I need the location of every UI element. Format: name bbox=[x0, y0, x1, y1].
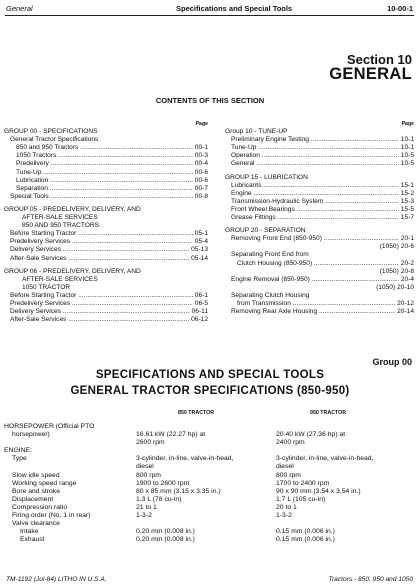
toc-entry-page: 20-8 bbox=[400, 267, 414, 275]
toc-entry-page: 05-13 bbox=[191, 246, 208, 254]
toc-entry-label: Tune-Up ..... bbox=[16, 169, 193, 177]
toc-entry-label: Predelivery ..... bbox=[16, 160, 193, 168]
spec-value-950 bbox=[276, 423, 416, 431]
spec-row bbox=[4, 455, 416, 463]
toc-entry bbox=[4, 238, 208, 246]
toc-entry-page: 10-1 bbox=[400, 136, 414, 144]
toc-entry bbox=[4, 177, 208, 185]
toc-entry bbox=[225, 243, 414, 251]
toc-entry-label: Delivery Services ..... bbox=[10, 308, 190, 316]
toc-entry bbox=[225, 152, 414, 160]
footer-left: TM-1192 (Jul-84) LITHO IN U.S.A. bbox=[6, 576, 107, 583]
spec-value-850: 800 rpm bbox=[136, 471, 161, 479]
footer-right: Tractors - 850, 950 and 1050 bbox=[328, 576, 413, 583]
toc-entry bbox=[225, 198, 414, 206]
toc-entry-page: 20-14 bbox=[397, 308, 414, 316]
toc-group-heading: 850 AND 950 TRACTORS bbox=[22, 222, 100, 230]
main-heading: SPECIFICATIONS AND SPECIAL TOOLS bbox=[95, 369, 325, 381]
toc-entry-page: 00-3 bbox=[194, 152, 208, 160]
toc-entry-label: Lubricants ..... bbox=[231, 182, 399, 190]
toc-entry bbox=[4, 300, 208, 308]
spec-label: Valve clearance bbox=[12, 520, 60, 528]
toc-entry-label: Operation ..... bbox=[231, 152, 399, 160]
sub-heading: GENERAL TRACTOR SPECIFICATIONS (850-950) bbox=[70, 385, 350, 397]
spec-row bbox=[4, 472, 416, 480]
toc-entry-page: 05-14 bbox=[191, 254, 208, 262]
spec-label: Firing order (No. 1 in rear) bbox=[12, 512, 91, 520]
spec-label bbox=[4, 439, 136, 447]
toc-entry bbox=[225, 136, 414, 144]
spec-value-850: 1900 to 2600 rpm bbox=[136, 479, 190, 487]
spec-value-950: 20 to 1 bbox=[276, 503, 297, 511]
column-header-850: 850 TRACTOR bbox=[178, 410, 215, 416]
toc-entry bbox=[225, 190, 414, 198]
toc-group-heading: GROUP 15 - LUBRICATION bbox=[225, 173, 308, 181]
toc-entry bbox=[225, 144, 414, 152]
spec-label: ENGINE: bbox=[4, 447, 32, 455]
toc-entry bbox=[225, 284, 414, 292]
toc-entry-label: Engine ..... bbox=[231, 190, 399, 198]
toc-entry-label: Transmission-Hydraulic System ..... bbox=[231, 198, 399, 206]
spec-row bbox=[4, 512, 416, 520]
toc-entry bbox=[225, 260, 414, 268]
toc-entry-label: Grease Fittings ..... bbox=[231, 214, 399, 222]
toc-entry bbox=[4, 144, 208, 152]
spec-label: Bore and stroke bbox=[12, 487, 60, 495]
toc-entry-page: 10-1 bbox=[400, 144, 414, 152]
toc-entry-page: 10-5 bbox=[400, 152, 414, 160]
toc-entry-page: 00-6 bbox=[194, 176, 208, 184]
spec-value-950: 800 rpm bbox=[276, 471, 301, 479]
toc-entry-label: Front Wheel Bearings ..... bbox=[231, 206, 399, 214]
spec-label: Intake bbox=[20, 528, 39, 536]
toc-entry-label: Delivery Services ..... bbox=[10, 246, 189, 254]
toc-group-heading: 1050 TRACTOR bbox=[22, 283, 71, 291]
spec-value-850 bbox=[136, 447, 276, 455]
section-number: Section 10 bbox=[346, 52, 412, 67]
toc-entry-page: 15-7 bbox=[400, 214, 414, 222]
toc-entry bbox=[4, 308, 208, 316]
spec-label: Type bbox=[12, 455, 27, 463]
spec-label: horsepower) bbox=[12, 431, 50, 439]
toc-entry-label: Lubrication ..... bbox=[16, 177, 193, 185]
spec-value-850: 16.61 kW (22.27 hp) at bbox=[136, 431, 206, 439]
spec-row bbox=[4, 488, 416, 496]
spec-value-950: 90 x 90 mm (3.54 x 3.54 in.) bbox=[276, 487, 361, 495]
spec-value-950: 1700 to 2400 rpm bbox=[276, 479, 330, 487]
header-rule bbox=[5, 15, 414, 16]
toc-entry bbox=[225, 268, 414, 276]
toc-subheading: General Tractor Specifications bbox=[10, 136, 99, 144]
toc-entry-page: 00-8 bbox=[194, 192, 208, 200]
spec-label: Working speed range bbox=[12, 479, 77, 487]
spec-label: HORSEPOWER (Official PTO bbox=[4, 423, 95, 430]
toc-group-heading: Group 10 - TUNE-UP bbox=[225, 128, 288, 136]
toc-entry bbox=[4, 193, 208, 201]
toc-entry-page: 15-1 bbox=[400, 181, 414, 189]
toc-left-column bbox=[4, 120, 208, 324]
toc-entry-label: Predelivery Services ..... bbox=[10, 300, 193, 308]
column-header-950: 950 TRACTOR bbox=[310, 410, 347, 416]
spec-label: Compression ratio bbox=[12, 503, 68, 511]
toc-entry bbox=[4, 255, 208, 263]
toc-entry-page: 15-2 bbox=[400, 189, 414, 197]
toc-entry-label: Removing Rear Axle Housing ..... bbox=[231, 308, 395, 316]
toc-entry bbox=[4, 185, 208, 193]
toc-entry-page: 15-3 bbox=[400, 197, 414, 205]
toc-entry-label: Clutch Housing (850-950) ..... bbox=[237, 260, 399, 268]
toc-right-column bbox=[225, 120, 414, 316]
spec-value-950: 1.7 L (105 cu-in) bbox=[276, 495, 326, 503]
spec-value-950: 0.15 mm (0.006 in.) bbox=[276, 536, 335, 544]
spec-value-950: 2400 rpm bbox=[276, 439, 305, 447]
spec-row bbox=[4, 447, 416, 455]
toc-entry-page: 10-5 bbox=[400, 160, 414, 168]
spec-label: Exhaust bbox=[20, 536, 45, 544]
toc-entry-page: 20-6 bbox=[400, 243, 414, 251]
toc-entry-page: 00-4 bbox=[194, 160, 208, 168]
toc-entry bbox=[4, 246, 208, 254]
toc-entry-label: Preliminary Engine Testing ..... bbox=[231, 136, 399, 144]
toc-entry-page: 06-5 bbox=[194, 299, 208, 307]
toc-entry-page: 15-5 bbox=[400, 205, 414, 213]
toc-entry-label: After-Sale Services ..... bbox=[10, 316, 189, 324]
spec-value-850: 2600 rpm bbox=[136, 439, 165, 447]
toc-entry bbox=[225, 206, 414, 214]
toc-entry-label: Separation ..... bbox=[16, 185, 193, 193]
toc-entry bbox=[4, 316, 208, 324]
contents-title: CONTENTS OF THIS SECTION bbox=[155, 96, 265, 105]
toc-entry-page: 06-1 bbox=[194, 291, 208, 299]
toc-subheading: Separating Front End from bbox=[231, 251, 309, 259]
toc-entry bbox=[4, 230, 208, 238]
toc-entry-label: Removing Front End (850-950) ..... bbox=[231, 235, 399, 243]
spec-row bbox=[4, 504, 416, 512]
spec-label: Slow idle speed bbox=[12, 471, 60, 479]
toc-entry-label: Before Starting Tractor ..... bbox=[10, 230, 193, 238]
toc-entry-page: 05-4 bbox=[194, 238, 208, 246]
toc-entry-label: Special Tools ..... bbox=[10, 193, 193, 201]
spec-row bbox=[4, 439, 416, 447]
running-header-center: Specifications and Special Tools bbox=[176, 4, 293, 13]
spec-value-850: 0.20 mm (0.008 in.) bbox=[136, 536, 195, 544]
toc-entry-page: 00-1 bbox=[194, 144, 208, 152]
spec-value-850: 0.20 mm (0.008 in.) bbox=[136, 528, 195, 536]
toc-entry bbox=[225, 235, 414, 243]
toc-entry bbox=[4, 169, 208, 177]
spec-value-850: diesel bbox=[136, 463, 154, 471]
toc-entry-label: Tune-Up ..... bbox=[231, 144, 399, 152]
section-name: GENERAL bbox=[329, 65, 412, 83]
spec-table bbox=[4, 423, 416, 544]
toc-entry-page: 00-6 bbox=[194, 168, 208, 176]
toc-entry-label: (1050) bbox=[376, 283, 396, 291]
toc-entry bbox=[225, 300, 414, 308]
spec-value-850: 1.3 L (78 cu-in) bbox=[136, 495, 182, 503]
running-header-left: General bbox=[6, 4, 33, 13]
spec-row bbox=[4, 520, 416, 528]
toc-entry-page: 00-7 bbox=[194, 184, 208, 192]
spec-value-950: 0.15 mm (0.006 in.) bbox=[276, 528, 335, 536]
spec-label: Displacement bbox=[12, 495, 54, 503]
toc-entry-page: 20-10 bbox=[397, 283, 414, 291]
group-title: Group 00 bbox=[372, 357, 412, 367]
spec-row bbox=[4, 536, 416, 544]
running-header-right: 10-00-1 bbox=[387, 4, 413, 13]
toc-entry bbox=[4, 152, 208, 160]
spec-row bbox=[4, 463, 416, 471]
toc-entry-page: 06-11 bbox=[191, 308, 208, 316]
spec-row bbox=[4, 480, 416, 488]
spec-value-850 bbox=[136, 423, 276, 431]
toc-group-heading: AFTER-SALE SERVICES bbox=[22, 214, 98, 222]
toc-entry-page: 05-1 bbox=[194, 230, 208, 238]
toc-entry-label: (1050) bbox=[379, 267, 399, 275]
toc-entry-label: Before Starting Tractor ..... bbox=[10, 292, 193, 300]
spec-value-950: 20.40 kW (27.36 hp) at bbox=[276, 431, 346, 439]
toc-entry bbox=[225, 182, 414, 190]
toc-entry-page: 20-2 bbox=[400, 259, 414, 267]
toc-entry-page: 20-1 bbox=[400, 235, 414, 243]
toc-group-heading: GROUP 05 - PREDELIVERY, DELIVERY, AND bbox=[4, 205, 141, 213]
toc-entry bbox=[4, 160, 208, 168]
toc-entry-label: Predelivery Services ..... bbox=[10, 238, 193, 246]
spec-value-950: diesel bbox=[276, 463, 294, 471]
toc-entry bbox=[225, 308, 414, 316]
toc-entry-label: Engine Removal (850-950) ..... bbox=[231, 276, 399, 284]
toc-entry-label: General ..... bbox=[231, 160, 399, 168]
toc-entry bbox=[225, 276, 414, 284]
spec-value-850: 21 to 1 bbox=[136, 503, 157, 511]
toc-subheading: Separating Clutch Housing bbox=[231, 291, 310, 299]
toc-group-heading: GROUP 20 - SEPARATION bbox=[225, 227, 306, 235]
spec-row bbox=[4, 431, 416, 439]
toc-group-heading: GROUP 00 - SPECIFICATIONS bbox=[4, 128, 98, 136]
toc-entry-label: (1050) bbox=[379, 243, 399, 251]
spec-value-850: 1-3-2 bbox=[136, 512, 152, 520]
toc-group-heading: AFTER-SALE SERVICES bbox=[22, 275, 98, 283]
spec-value-850 bbox=[136, 520, 276, 528]
page-column-label: Page bbox=[401, 121, 414, 127]
toc-entry-page: 20-12 bbox=[397, 299, 414, 307]
toc-entry-label: 850 and 950 Tractors ..... bbox=[16, 144, 193, 152]
spec-value-950: 1-3-2 bbox=[276, 512, 292, 520]
toc-entry-label: from Transmission ..... bbox=[237, 300, 395, 308]
toc-group-heading: GROUP 06 - PREDELIVERY, DELIVERY, AND bbox=[4, 267, 141, 275]
toc-entry bbox=[4, 292, 208, 300]
toc-entry bbox=[225, 214, 414, 222]
spec-row bbox=[4, 528, 416, 536]
spec-row bbox=[4, 423, 416, 431]
spec-row bbox=[4, 496, 416, 504]
page-column-label: Page bbox=[195, 121, 208, 127]
toc-entry bbox=[225, 160, 414, 168]
toc-entry-page: 06-12 bbox=[191, 316, 208, 324]
toc-entry-label: After-Sale Services ..... bbox=[10, 255, 189, 263]
spec-value-850: 80 x 85 mm (3.15 x 3.35 in.) bbox=[136, 487, 221, 495]
spec-value-950 bbox=[276, 447, 416, 455]
toc-entry-label: 1050 Tractors ..... bbox=[16, 152, 193, 160]
spec-value-950: 3-cylinder, in-line, valve-in-head, bbox=[276, 455, 374, 463]
spec-label bbox=[4, 463, 136, 471]
spec-value-850: 3-cylinder, in-line, valve-in-head, bbox=[136, 455, 234, 463]
spec-value-950 bbox=[276, 520, 416, 528]
toc-entry-page: 20-4 bbox=[400, 275, 414, 283]
